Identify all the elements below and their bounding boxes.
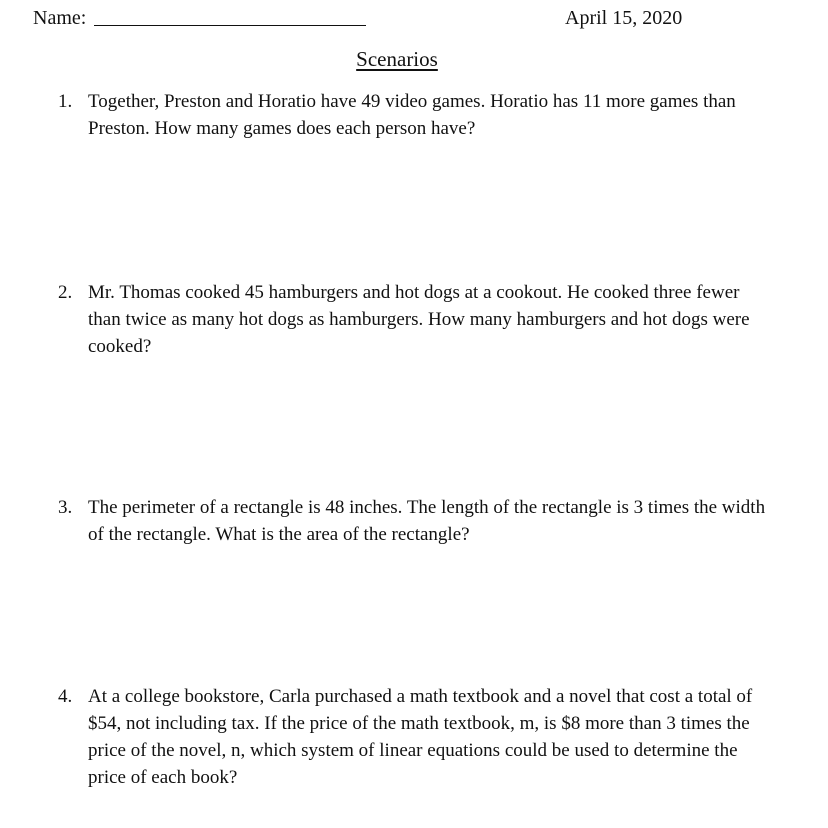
name-blank-line (94, 24, 366, 26)
question-text: Together, Preston and Horatio have 49 video games. Horatio has 11 more games than Preston. How many games does each person have? (88, 91, 736, 139)
question-2 (58, 279, 768, 360)
name-field (33, 6, 366, 30)
question-1 (58, 88, 768, 142)
name-label: Name: (33, 7, 87, 29)
question-number: 2. (58, 282, 73, 303)
date-text: April 15, 2020 (565, 7, 683, 29)
question-number: 4. (58, 686, 73, 707)
question-3 (58, 494, 768, 548)
question-text: At a college bookstore, Carla purchased a math textbook and a novel that cost a total of $54, not including tax. If the price of the math textbook, m, is $8 more than 3 times the price of the novel, n, which system of linear equations could be used to determine the price of each book? (88, 686, 753, 788)
page-title: Scenarios (356, 47, 438, 71)
question-4 (58, 683, 768, 791)
question-number: 1. (58, 91, 73, 112)
question-text: The perimeter of a rectangle is 48 inches. The length of the rectangle is 3 times the width of the rectangle. What is the area of the rectangle? (88, 497, 766, 545)
question-text: Mr. Thomas cooked 45 hamburgers and hot dogs at a cookout. He cooked three fewer than twice as many hot dogs as hamburgers. How many hamburgers and hot dogs were cooked? (88, 282, 750, 357)
question-number: 3. (58, 497, 73, 518)
